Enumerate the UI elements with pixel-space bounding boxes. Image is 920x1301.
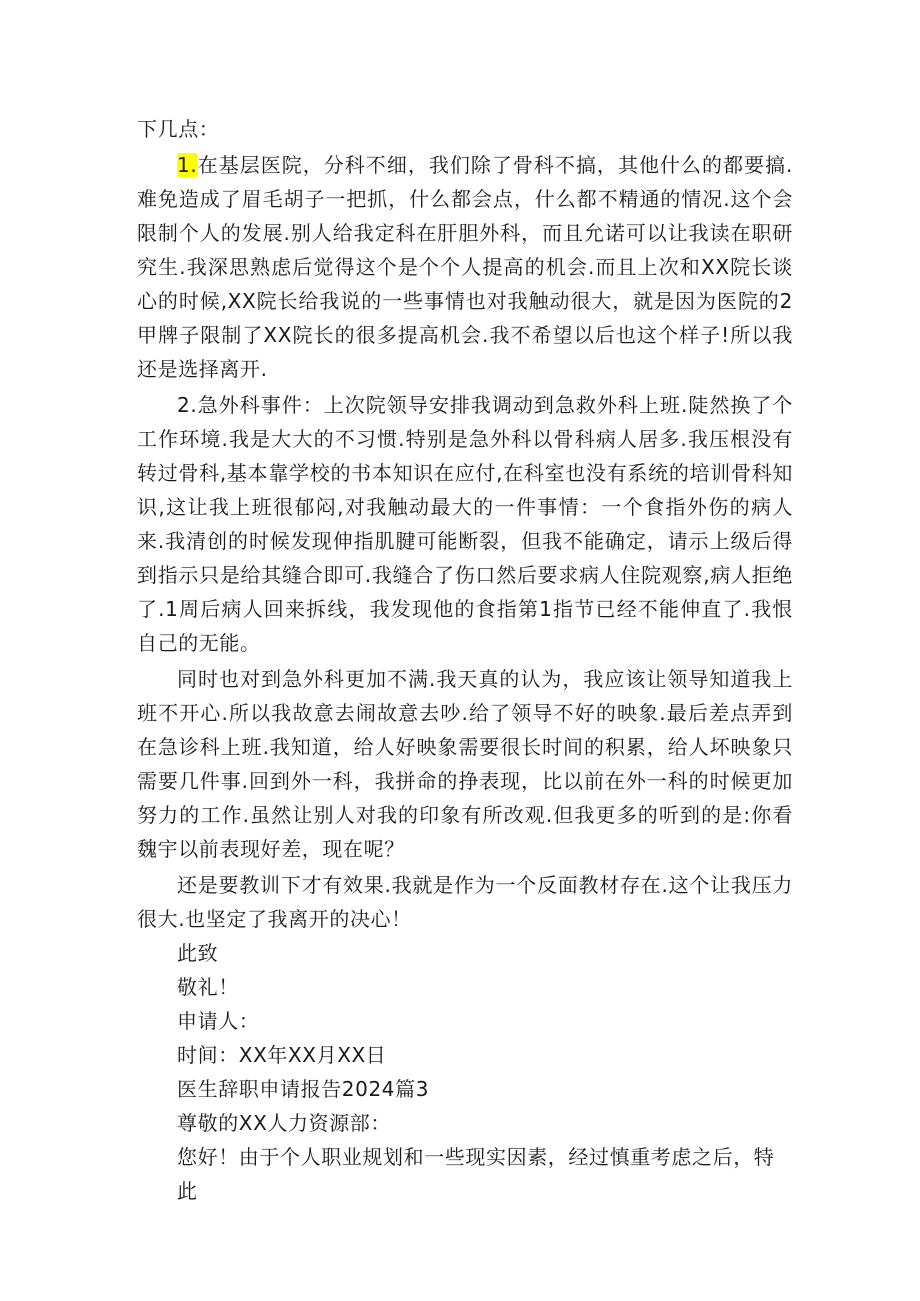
document-body — [137, 112, 793, 1208]
paragraph-4: 还是要教训下才有效果.我就是作为一个反面教材存在.这个让我压力很大.也坚定了我离开的决心！ — [137, 873, 793, 931]
next-section-title: 医生辞职申请报告2024篇3 — [177, 1077, 430, 1101]
item-2-paragraph: 2.急外科事件：上次院领导安排我调动到急救外科上班.陡然换了个工作环境.我是大大的不习惯.特别是急外科以骨科病人居多.我压根没有转过骨科,基本靠学校的书本知识在应付,在科室也没有系统的培训骨科知识,这让我上班很郁闷,对我触动最大的一件事情：一个食指外伤的病人来.我清创的时候发现伸指肌腱可能断裂，但我不能确定，请示上级后得到指示只是给其缝合即可.我缝合了伤口然后要求病人住院观察,病人拒绝了.1周后病人回来拆线，我发现他的食指第1指节已经不能伸直了.我恨自己的无能。 — [137, 393, 793, 655]
item-1-text: 在基层医院，分科不细，我们除了骨科不搞，其他什么的都要搞.难免造成了眉毛胡子一把抓，什么都会点，什么都不精通的情况.这个会限制个人的发展.别人给我定科在肝胆外科，而且允诺可以让我读在职研究生.我深思熟虑后觉得这个是个个人提高的机会.而且上次和XX院长谈心的时候,XX院长给我说的一些事情也对我触动很大，就是因为医院的2甲牌子限制了XX院长的很多提高机会.我不希望以后也这个样子!所以我还是选择离开. — [137, 153, 793, 381]
intro-line: 下几点： — [137, 117, 220, 141]
next-salutation: 尊敬的XX人力资源部： — [177, 1111, 392, 1135]
closing-line-1: 此致 — [177, 941, 219, 965]
applicant-line: 申请人： — [177, 1009, 260, 1033]
paragraph-3: 同时也对到急外科更加不满.我天真的认为，我应该让领导知道我上班不开心.所以我故意去闹故意去吵.给了领导不好的映象.最后差点弄到在急诊科上班.我知道，给人好映象需要很长时间的积累，给人坏映象只需要几件事.回到外一科，我拼命的挣表现，比以前在外一科的时候更加努力的工作.虽然让别人对我的印象有所改观.但我更多的听到的是:你看魏宇以前表现好差，现在呢？ — [137, 667, 793, 861]
closing-line-2: 敬礼！ — [177, 975, 239, 999]
next-greeting: 您好！由于个人职业规划和一些现实因素，经过慎重考虑之后，特此 — [177, 1145, 775, 1203]
date-line: 时间：XX年XX月XX日 — [177, 1043, 387, 1067]
highlighted-item-number: 1. — [177, 153, 198, 177]
item-1-paragraph — [137, 148, 793, 386]
